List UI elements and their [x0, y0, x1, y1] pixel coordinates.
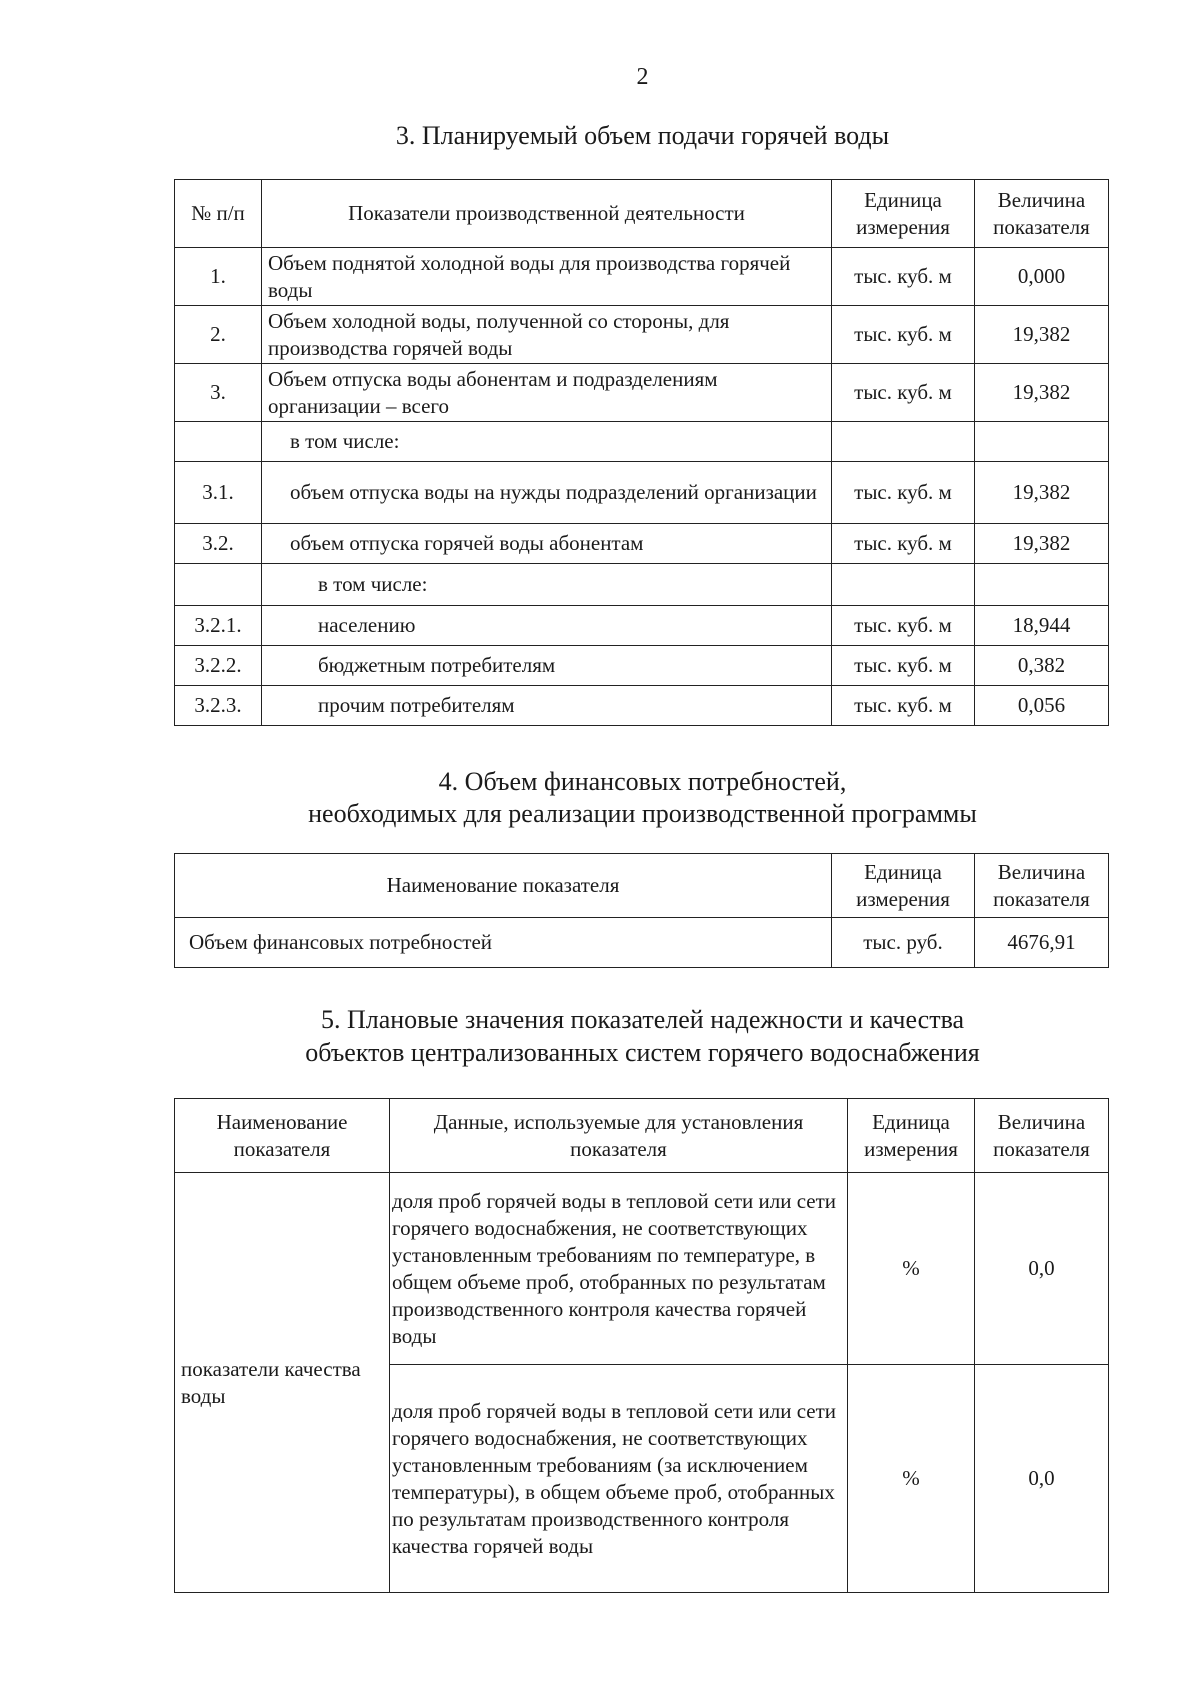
row-name: населению	[262, 606, 832, 646]
row-unit: тыс. руб.	[832, 918, 975, 968]
row-number: 3.2.3.	[175, 686, 262, 726]
header-cell: Данные, используемые для установления показателя	[390, 1099, 848, 1173]
row-number: 3.2.	[175, 524, 262, 564]
header-cell: Наименование показателя	[175, 1099, 390, 1173]
header-cell: Единица измерения	[832, 180, 975, 248]
row-unit: тыс. куб. м	[832, 686, 975, 726]
row-value: 4676,91	[975, 918, 1109, 968]
row-value: 19,382	[975, 462, 1109, 524]
row-unit: %	[848, 1173, 975, 1365]
section-4-table	[174, 853, 1109, 968]
row-value: 0,0	[975, 1365, 1109, 1593]
row-name: Объем отпуска воды абонентам и подразделениям организации – всего	[262, 364, 832, 422]
row-unit: тыс. куб. м	[832, 364, 975, 422]
row-value	[975, 564, 1109, 606]
row-name: Объем поднятой холодной воды для производства горячей воды	[262, 248, 832, 306]
row-value: 19,382	[975, 524, 1109, 564]
row-name: прочим потребителям	[262, 686, 832, 726]
header-cell: Величина показателя	[975, 854, 1109, 918]
row-name: Объем холодной воды, полученной со стороны, для производства горячей воды	[262, 306, 832, 364]
page-number: 2	[636, 64, 649, 90]
row-name: в том числе:	[262, 422, 832, 462]
row-unit: тыс. куб. м	[832, 306, 975, 364]
row-unit: тыс. куб. м	[832, 248, 975, 306]
row-number: 3.1.	[175, 462, 262, 524]
row-data: доля проб горячей воды в тепловой сети или сети горячего водоснабжения, не соответствующих установленным требованиям (за исключением температуры), в общем объеме проб, отобранных по результатам производственного контроля качества горячей воды	[390, 1365, 848, 1593]
header-cell: Показатели производственной деятельности	[262, 180, 832, 248]
row-unit: %	[848, 1365, 975, 1593]
table-row	[175, 1173, 1109, 1365]
section-3-table	[174, 179, 1109, 726]
header-cell: Единица измерения	[832, 854, 975, 918]
table-header-row	[175, 180, 1109, 248]
section-5-title-line-2: объектов централизованных систем горячего водоснабжения	[305, 1038, 980, 1067]
row-name: объем отпуска воды на нужды подразделений организации	[262, 462, 832, 524]
section-4-title-line-1: 4. Объем финансовых потребностей,	[438, 767, 847, 796]
table-row	[175, 422, 1109, 462]
row-number: 2.	[175, 306, 262, 364]
table-row	[175, 306, 1109, 364]
row-number: 1.	[175, 248, 262, 306]
row-value: 0,0	[975, 1173, 1109, 1365]
row-name: Объем финансовых потребностей	[175, 918, 832, 968]
header-cell: Величина показателя	[975, 1099, 1109, 1173]
row-number	[175, 422, 262, 462]
header-cell: Единица измерения	[848, 1099, 975, 1173]
row-unit: тыс. куб. м	[832, 606, 975, 646]
table-row	[175, 646, 1109, 686]
table-row	[175, 564, 1109, 606]
row-name: в том числе:	[262, 564, 832, 606]
table-row	[175, 686, 1109, 726]
header-cell: № п/п	[175, 180, 262, 248]
section-5-table	[174, 1098, 1109, 1593]
table-header-row	[175, 1099, 1109, 1173]
row-value: 0,000	[975, 248, 1109, 306]
table-header-row	[175, 854, 1109, 918]
row-value: 19,382	[975, 364, 1109, 422]
row-unit	[832, 564, 975, 606]
table-row	[175, 524, 1109, 564]
table-row	[175, 364, 1109, 422]
row-number: 3.2.1.	[175, 606, 262, 646]
row-value: 18,944	[975, 606, 1109, 646]
row-value	[975, 422, 1109, 462]
table-row	[175, 918, 1109, 968]
indicator-group: показатели качества воды	[175, 1173, 390, 1593]
row-unit: тыс. куб. м	[832, 524, 975, 564]
table-row	[175, 462, 1109, 524]
section-3-title: 3. Планируемый объем подачи горячей воды	[395, 121, 890, 150]
row-number: 3.	[175, 364, 262, 422]
table-row	[175, 248, 1109, 306]
row-unit: тыс. куб. м	[832, 462, 975, 524]
row-unit	[832, 422, 975, 462]
header-cell: Наименование показателя	[175, 854, 832, 918]
row-value: 0,056	[975, 686, 1109, 726]
row-value: 0,382	[975, 646, 1109, 686]
row-number	[175, 564, 262, 606]
row-value: 19,382	[975, 306, 1109, 364]
row-name: бюджетным потребителям	[262, 646, 832, 686]
row-data: доля проб горячей воды в тепловой сети или сети горячего водоснабжения, не соответствующих установленным требованиям по температуре, в общем объеме проб, отобранных по результатам производственного контроля качества горячей воды	[390, 1173, 848, 1365]
row-unit: тыс. куб. м	[832, 646, 975, 686]
section-5-title-line-1: 5. Плановые значения показателей надежности и качества	[320, 1005, 965, 1034]
row-name: объем отпуска горячей воды абонентам	[262, 524, 832, 564]
section-4-title-line-2: необходимых для реализации производственной программы	[308, 799, 977, 828]
table-row	[175, 606, 1109, 646]
row-number: 3.2.2.	[175, 646, 262, 686]
header-cell: Величина показателя	[975, 180, 1109, 248]
